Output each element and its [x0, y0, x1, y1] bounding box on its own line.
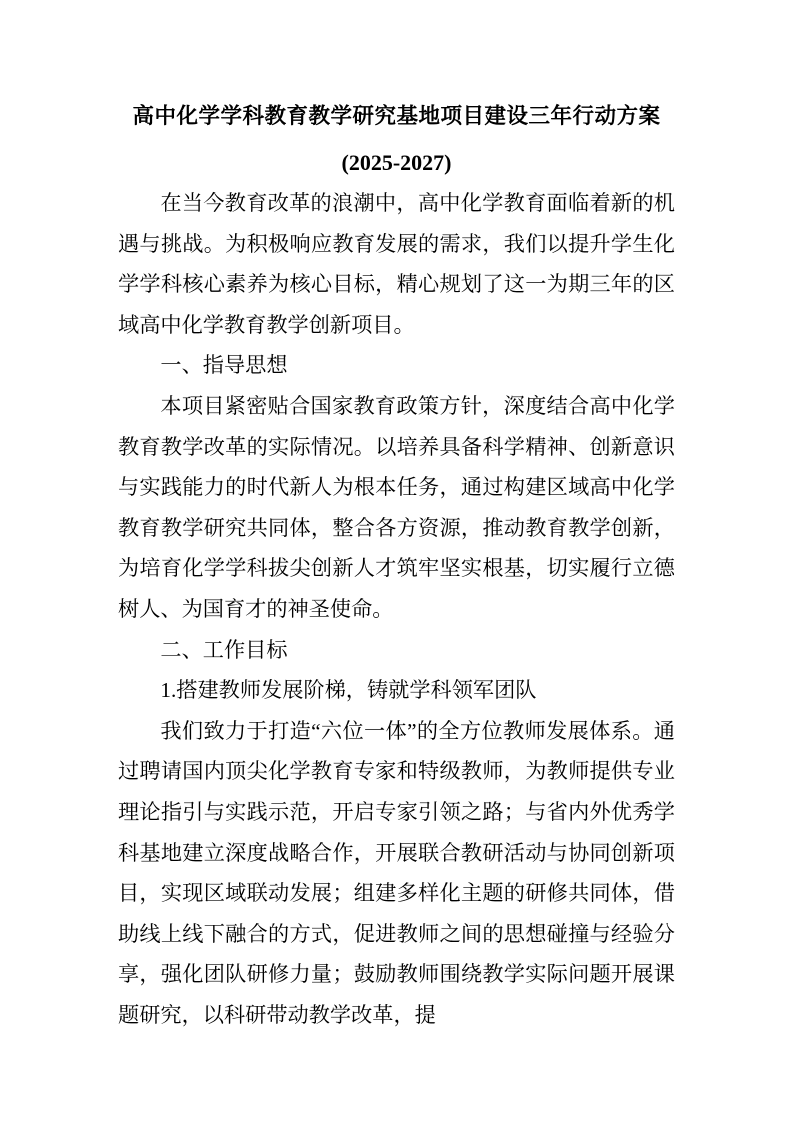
section-heading-guiding-ideology: 一、指导思想: [160, 353, 288, 378]
document-title: 高中化学学科教育教学研究基地项目建设三年行动方案: [132, 104, 661, 128]
document-subtitle-year-range: (2025-2027): [341, 150, 452, 175]
guiding-ideology-paragraph: 本项目紧密贴合国家教育政策方针，深度结合高中化学教育教学改革的实际情况。以培养具备科学精神、创新意识与实践能力的时代新人为根本任务，通过构建区域高中化学教育教学研究共同体，整合各方资源，推动教育教学创新，为培育化学学科拔尖创新人才筑牢坚实根基，切实履行立德树人、为国育才的神圣使命。: [118, 393, 675, 621]
intro-paragraph: 在当今教育改革的浪潮中，高中化学教育面临着新的机遇与挑战。为积极响应教育发展的需求，我们以提升学生化学学科核心素养为核心目标，精心规划了这一为期三年的区域高中化学教育教学创新项目。: [118, 191, 675, 337]
subheading-teacher-development: 1.搭建教师发展阶梯，铸就学科领军团队: [160, 678, 537, 703]
teacher-development-paragraph: 我们致力于打造“六位一体”的全方位教师发展体系。通过聘请国内顶尖化学教育专家和特级教师，为教师提供专业理论指引与实践示范，开启专家引领之路；与省内外优秀学科基地建立深度战略合作，开展联合教研活动与协同创新项目，实现区域联动发展；组建多样化主题的研修共同体，借助线上线下融合的方式，促进教师之间的思想碰撞与经验分享，强化团队研修力量；鼓励教师围绕教学实际问题开展课题研究，以科研带动教学改革，提: [118, 718, 675, 1027]
section-heading-work-goals: 二、工作目标: [160, 637, 288, 662]
